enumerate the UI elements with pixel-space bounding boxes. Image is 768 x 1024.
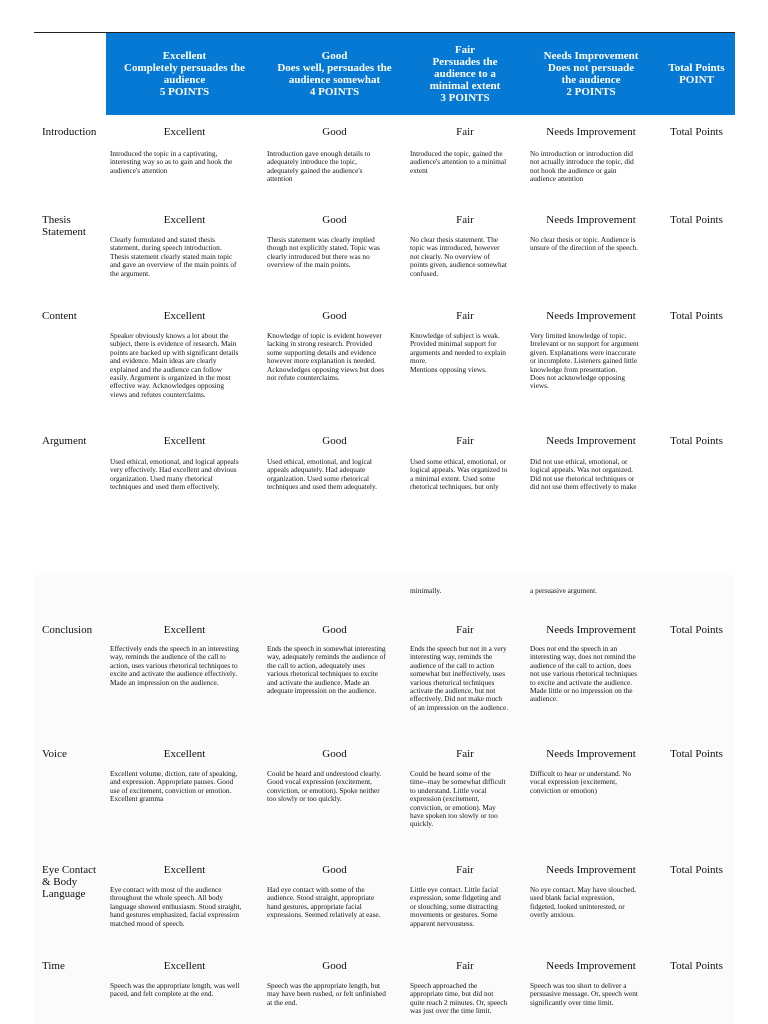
desc-eye-needs: No eye contact. May have slouched, used blank facial expression, fidgeted, looked uninterested, or overly anxious. (530, 885, 636, 920)
header-total-points (658, 33, 735, 115)
desc-argument-good: Used ethical, emotional, and logical appeals adequately. Had adequate organization. Used some rhetorical techniques and used them adequately. (267, 457, 377, 492)
header-fair-points: 3 POINTS (440, 92, 490, 104)
level-good: Good (322, 624, 347, 636)
header-good-subtitle: Does well, persuades the audience somewhat (277, 62, 392, 86)
level-excellent: Excellent (163, 310, 206, 322)
level-total-points: Total Points (670, 310, 723, 322)
desc-argument-fair-continued: minimally. (410, 586, 442, 595)
desc-voice-fair: Could be heard some of the time--may be somewhat difficult to understand. Little vocal expression (excitement, conviction, or emotion). May have spoken too slowly or too quickly. (410, 769, 506, 829)
level-good: Good (322, 310, 347, 322)
desc-argument-needs-continued: a persuasive argument. (530, 586, 597, 595)
level-total-points: Total Points (670, 864, 723, 876)
row-label-time: Time (42, 960, 65, 972)
level-excellent: Excellent (163, 864, 206, 876)
desc-conclusion-needs: Does not end the speech in an interesting way, does not remind the audience of the call to action, does not use various rhetorical techniques to excite and activate the audience. Made little or no impression on the audience. (530, 644, 637, 704)
level-needs-improvement: Needs Improvement (546, 960, 636, 972)
row-label-argument: Argument (42, 435, 87, 447)
level-excellent: Excellent (163, 960, 206, 972)
level-total-points: Total Points (670, 435, 723, 447)
level-total-points: Total Points (670, 960, 723, 972)
level-fair: Fair (456, 435, 474, 447)
desc-content-excellent: Speaker obviously knows a lot about the subject, there is evidence of research. Main points are backed up with significant details and evidence. Main ideas are clearly explained and the audience can follow easily. Argument is organized in the most effective way. Acknowledges opposing views and refutes counterclaims. (110, 331, 239, 399)
desc-voice-good: Could be heard and understood clearly. Good vocal expression (excitement, conviction, or emotion). Spoke neither too slowly or too quickly. (267, 769, 382, 804)
desc-conclusion-excellent: Effectively ends the speech in an interesting way, reminds the audience of the call to action, uses various rhetorical techniques to excite and activate the audience effectively. Made an impression on the audience. (110, 644, 239, 687)
desc-time-needs: Speech was too short to deliver a persuasive message. Or, speech went significantly over time limit. (530, 981, 638, 1007)
header-fair-subtitle: Persuades the audience to a minimal extent (429, 56, 501, 92)
desc-argument-needs: Did not use ethical, emotional, or logical appeals. Was not organized. Did not use rhetorical techniques or did not use them effectively to make (530, 457, 637, 492)
desc-introduction-fair: Introduced the topic, gained the audience's attention to a minimal extent (410, 149, 507, 175)
header-total-subtitle: POINT (679, 74, 714, 86)
level-fair: Fair (456, 864, 474, 876)
desc-thesis-good: Thesis statement was clearly implied though not explicitly stated. Topic was clearly introduced but there was no overview of the main points. (267, 235, 380, 270)
row-label-conclusion: Conclusion (42, 624, 93, 636)
row-label-introduction: Introduction (42, 126, 97, 138)
desc-introduction-needs: No introduction or introduction did not actually introduce the topic, did not hook the audience or gain audience attention (530, 149, 634, 184)
header-good (263, 33, 406, 115)
level-total-points: Total Points (670, 214, 723, 226)
desc-eye-excellent: Eye contact with most of the audience throughout the whole speech. All body language showed enthusiasm. Stood straight, hand gestures emphasized, facial expression matched mood of speech. (110, 885, 242, 928)
level-needs-improvement: Needs Improvement (546, 624, 636, 636)
desc-time-excellent: Speech was the appropriate length, was well paced, and felt complete at the end. (110, 981, 240, 999)
desc-conclusion-good: Ends the speech in somewhat interesting way, adequately reminds the audience of the call to action, adequately uses various rhetorical techniques to excite and activate the audience. Made an adequate impression on the audience. (267, 644, 386, 696)
header-needs-points: 2 POINTS (566, 86, 616, 98)
level-fair: Fair (456, 624, 474, 636)
header-needs-subtitle: Does not persuade the audience (547, 62, 635, 86)
level-needs-improvement: Needs Improvement (546, 435, 636, 447)
level-fair: Fair (456, 214, 474, 226)
header-needs-improvement (524, 33, 658, 115)
row-label-eye-contact: Eye Contact & Body Language (42, 864, 97, 900)
desc-time-good: Speech was the appropriate length, but may have been rushed, or felt unfinished at the end. (267, 981, 386, 1007)
header-fair (406, 33, 524, 115)
desc-time-fair: Speech approached the appropriate time, but did not quite reach 2 minutes. Or, speech was just over the time limit. (410, 981, 508, 1016)
level-total-points: Total Points (670, 126, 723, 138)
desc-argument-fair: Used some ethical, emotional, or logical appeals. Was organized to a minimal extent. Used some rhetorical techniques, but only (410, 457, 508, 492)
level-good: Good (322, 126, 347, 138)
level-total-points: Total Points (670, 624, 723, 636)
desc-thesis-excellent: Clearly formulated and stated thesis statement, during speech introduction. Thesis statement clearly stated main topic and gave an overview of the main points of the argument. (110, 235, 237, 278)
header-good-points: 4 POINTS (309, 86, 360, 98)
desc-voice-excellent: Excellent volume, diction, rate of speaking, and expression. Appropriate pauses. Good use of excitement, conviction or emotion. Excellent gramma (110, 769, 238, 804)
level-fair: Fair (456, 126, 474, 138)
header-fair-title: Fair (454, 44, 476, 56)
level-good: Good (322, 435, 347, 447)
level-excellent: Excellent (163, 748, 206, 760)
desc-content-needs: Very limited knowledge of topic. Irrelevant or no support for argument given. Explanations were inaccurate or incomplete. Listeners gained little knowledge from presentation. Does not acknowledge opposing views. (530, 331, 639, 391)
level-needs-improvement: Needs Improvement (546, 310, 636, 322)
desc-eye-good: Had eye contact with some of the audience. Stood straight, appropriate hand gestures, appropriate facial expressions. Seemed relatively at ease. (267, 885, 381, 920)
header-good-title: Good (321, 50, 348, 62)
level-excellent: Excellent (163, 624, 206, 636)
row-label-content: Content (42, 310, 77, 322)
row-label-thesis-statement: Thesis Statement (42, 214, 86, 238)
level-excellent: Excellent (163, 126, 206, 138)
desc-thesis-needs: No clear thesis or topic. Audience is unsure of the direction of the speech. (530, 235, 638, 253)
desc-conclusion-fair: Ends the speech but not in a very interesting way, reminds the audience of the call to action somewhat but ineffectively, uses various rhetorical techniques activate the audience, but not effectively. Did not make much of an impression on the audience. (410, 644, 509, 712)
level-fair: Fair (456, 310, 474, 322)
desc-content-fair: Knowledge of subject is weak. Provided minimal support for arguments and needed to explain more. Mentions opposing views. (410, 331, 506, 374)
desc-content-good: Knowledge of topic is evident however lacking in strong research. Provided some supporting details and evidence however more explanation is needed. Acknowledges opposing views but does not refute counterclaims. (267, 331, 385, 383)
level-good: Good (322, 748, 347, 760)
desc-thesis-fair: No clear thesis statement. The topic was introduced, however not clearly. No overview of points given, audience somewhat confused. (410, 235, 507, 278)
level-excellent: Excellent (163, 435, 206, 447)
desc-voice-needs: Difficult to hear or understand. No vocal expression (excitement, conviction or emotion) (530, 769, 632, 795)
level-needs-improvement: Needs Improvement (546, 214, 636, 226)
desc-introduction-excellent: Introduced the topic in a captivating, interesting way so as to gain and hook the audience's attention (110, 149, 233, 175)
desc-eye-fair: Little eye contact. Little facial expression, some fidgeting and or slouching, some distracting movements or gestures. Some apparent nervousness. (410, 885, 501, 928)
level-fair: Fair (456, 748, 474, 760)
level-good: Good (322, 864, 347, 876)
level-good: Good (322, 214, 347, 226)
header-excellent-points: 5 POINTS (159, 86, 210, 98)
desc-introduction-good: Introduction gave enough details to adequately introduce the topic, adequately gained the audience's attention (267, 149, 371, 184)
level-good: Good (322, 960, 347, 972)
header-excellent (106, 33, 263, 115)
level-total-points: Total Points (670, 748, 723, 760)
level-fair: Fair (456, 960, 474, 972)
header-needs-title: Needs Improvement (543, 50, 639, 62)
desc-argument-excellent: Used ethical, emotional, and logical appeals very effectively. Had excellent and obvious organization. Used many rhetorical techniques and used them effectively. (110, 457, 239, 492)
level-needs-improvement: Needs Improvement (546, 126, 636, 138)
row-label-voice: Voice (42, 748, 67, 760)
header-excellent-title: Excellent (162, 50, 207, 62)
level-excellent: Excellent (163, 214, 206, 226)
level-needs-improvement: Needs Improvement (546, 748, 636, 760)
header-total-title: Total Points (668, 62, 725, 74)
header-excellent-subtitle: Completely persuades the audience (124, 62, 245, 86)
level-needs-improvement: Needs Improvement (546, 864, 636, 876)
